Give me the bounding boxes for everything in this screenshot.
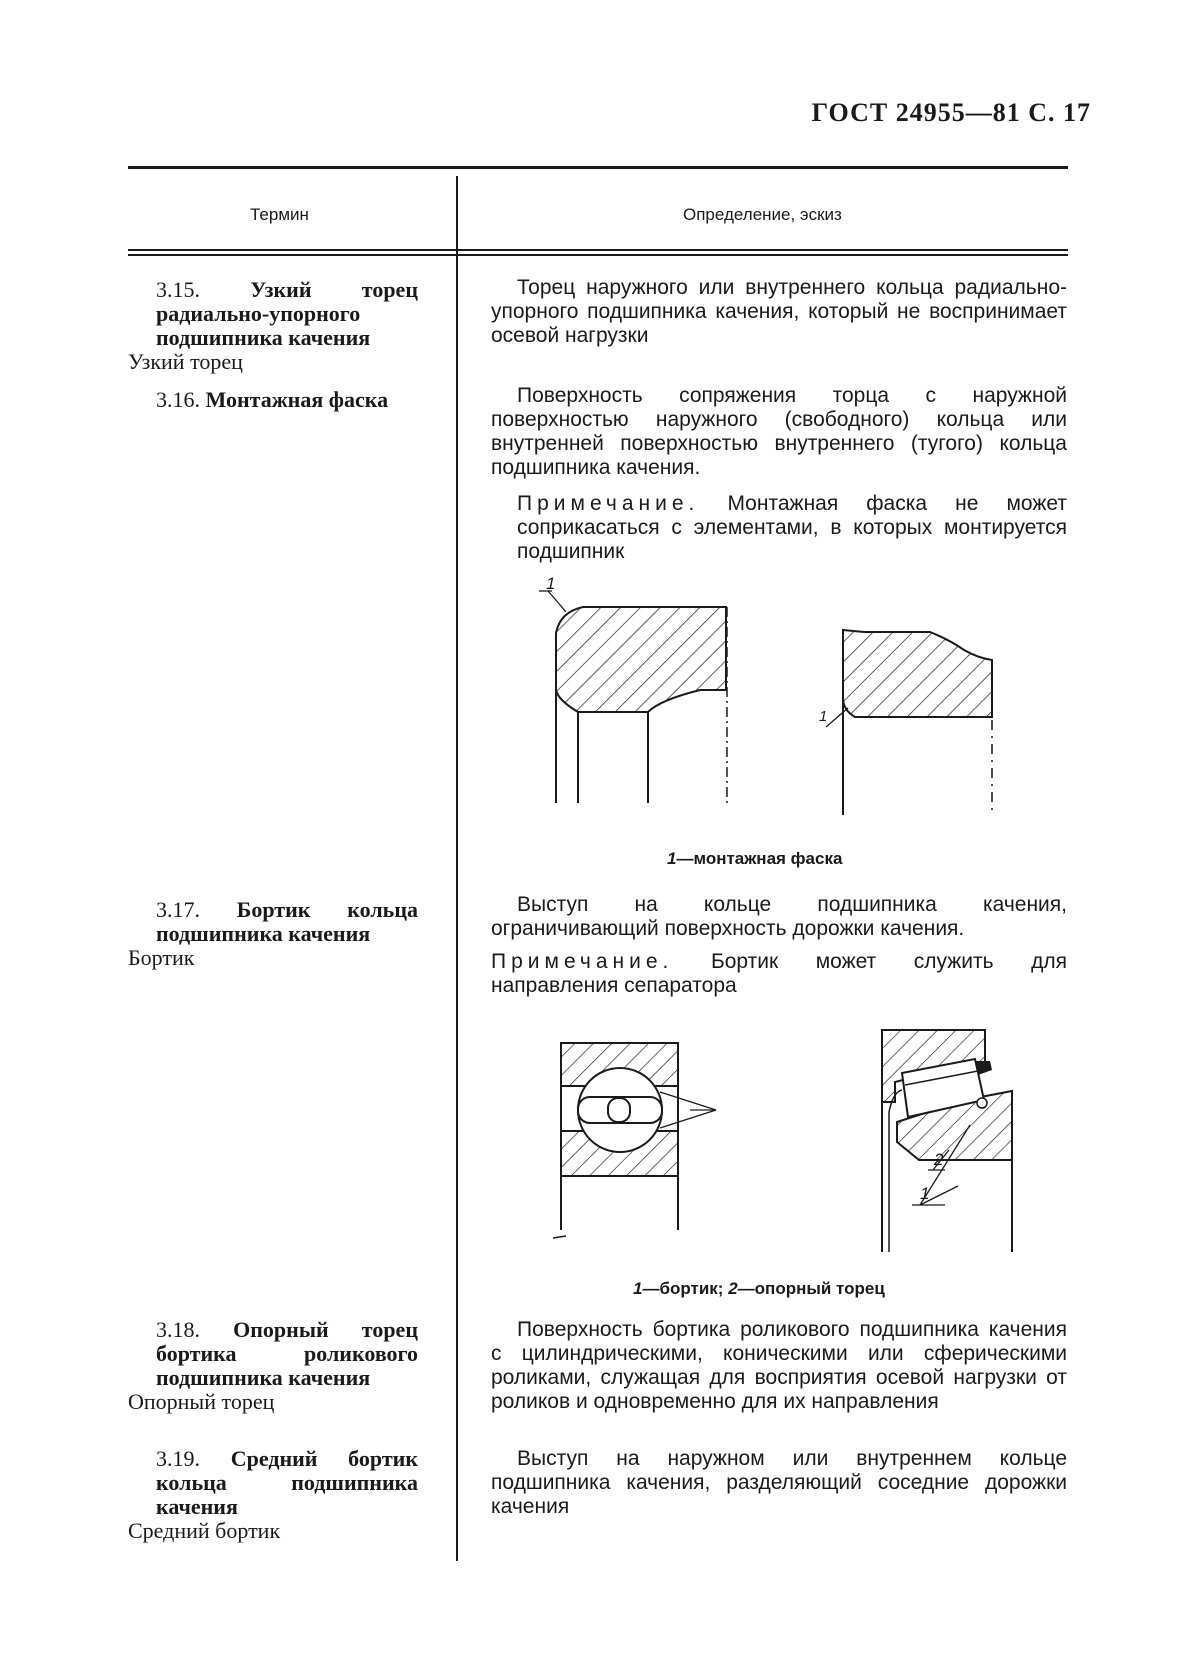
definition-text: Выступ на кольце подшипника качения, ограничивающий поверхность дорожки качения. (491, 893, 1067, 940)
term-short: Опорный торец (128, 1389, 275, 1414)
term-3-18 (128, 1318, 418, 1414)
caption-text: —бортик; (642, 1279, 724, 1298)
caption-number: 1 (667, 849, 677, 868)
term-short: Средний бортик (128, 1518, 281, 1543)
figure-caption-3-17 (633, 1279, 885, 1299)
figure-label: 1 (546, 574, 556, 593)
note-label: Примечание. (491, 950, 674, 973)
term-number: 3.18. (156, 1317, 200, 1342)
term-bold: Средний бортик кольца подшипника качения (156, 1446, 418, 1519)
term-number: 3.19. (156, 1446, 200, 1471)
term-bold: Бортик кольца подшипника качения (156, 897, 418, 946)
tapered-roller-bearing-section (882, 1030, 1012, 1252)
term-short: Узкий торец (128, 349, 243, 374)
definition-text: Поверхность бортика роликового подшипника качения с цилиндрическими, коническими или сферическими роликами, служащая для восприятия осевой нагрузки от роликов и одновременно для их направления (491, 1318, 1067, 1413)
caption-text: —монтажная фаска (676, 849, 843, 868)
definition-3-18 (491, 1318, 1067, 1414)
definition-3-19 (491, 1447, 1067, 1519)
column-header-definition: Определение, эскиз (683, 205, 842, 224)
term-3-19 (128, 1447, 418, 1543)
term-short: Бортик (128, 945, 195, 970)
column-header-term: Термин (250, 205, 309, 224)
note-text: Монтажная фаска не может соприкасаться с элементами, в которых монтируется подшипник (517, 492, 1067, 563)
note-label: Примечание. (517, 492, 700, 515)
figure-label: 1 (819, 708, 828, 725)
definition-text: Поверхность сопряжения торца с наружной поверхностью наружного (свободного) кольца или внутренней поверхностью внутреннего (тугого) кольца подшипника качения. (491, 384, 1067, 479)
figure-label: 2 (934, 1150, 944, 1169)
term-number: 3.17. (156, 897, 200, 922)
term-number: 3.16. (156, 387, 200, 412)
term-number: 3.15. (156, 277, 200, 302)
caption-text: —опорный торец (737, 1279, 885, 1298)
figure-label: 1 (920, 1184, 930, 1203)
note-text: Бортик может служить для направления сепаратора (491, 950, 1067, 997)
definition-text: Торец наружного или внутреннего кольца радиально-упорного подшипника качения, который не воспринимает осевой нагрузки (491, 276, 1067, 347)
term-bold: Узкий торец радиально-упорного подшипника качения (156, 277, 418, 350)
term-bold: Опорный торец бортика роликового подшипника качения (156, 1317, 418, 1390)
caption-number: 2 (728, 1279, 738, 1298)
definition-text: Выступ на наружном или внутреннем кольце подшипника качения, разделяющий соседние дорожки качения (491, 1447, 1067, 1518)
page-header-code: ГОСТ 24955—81 С. 17 (811, 98, 1091, 127)
term-bold: Монтажная фаска (205, 387, 389, 412)
ball-bearing-section (553, 1043, 716, 1238)
caption-number: 1 (633, 1279, 643, 1298)
